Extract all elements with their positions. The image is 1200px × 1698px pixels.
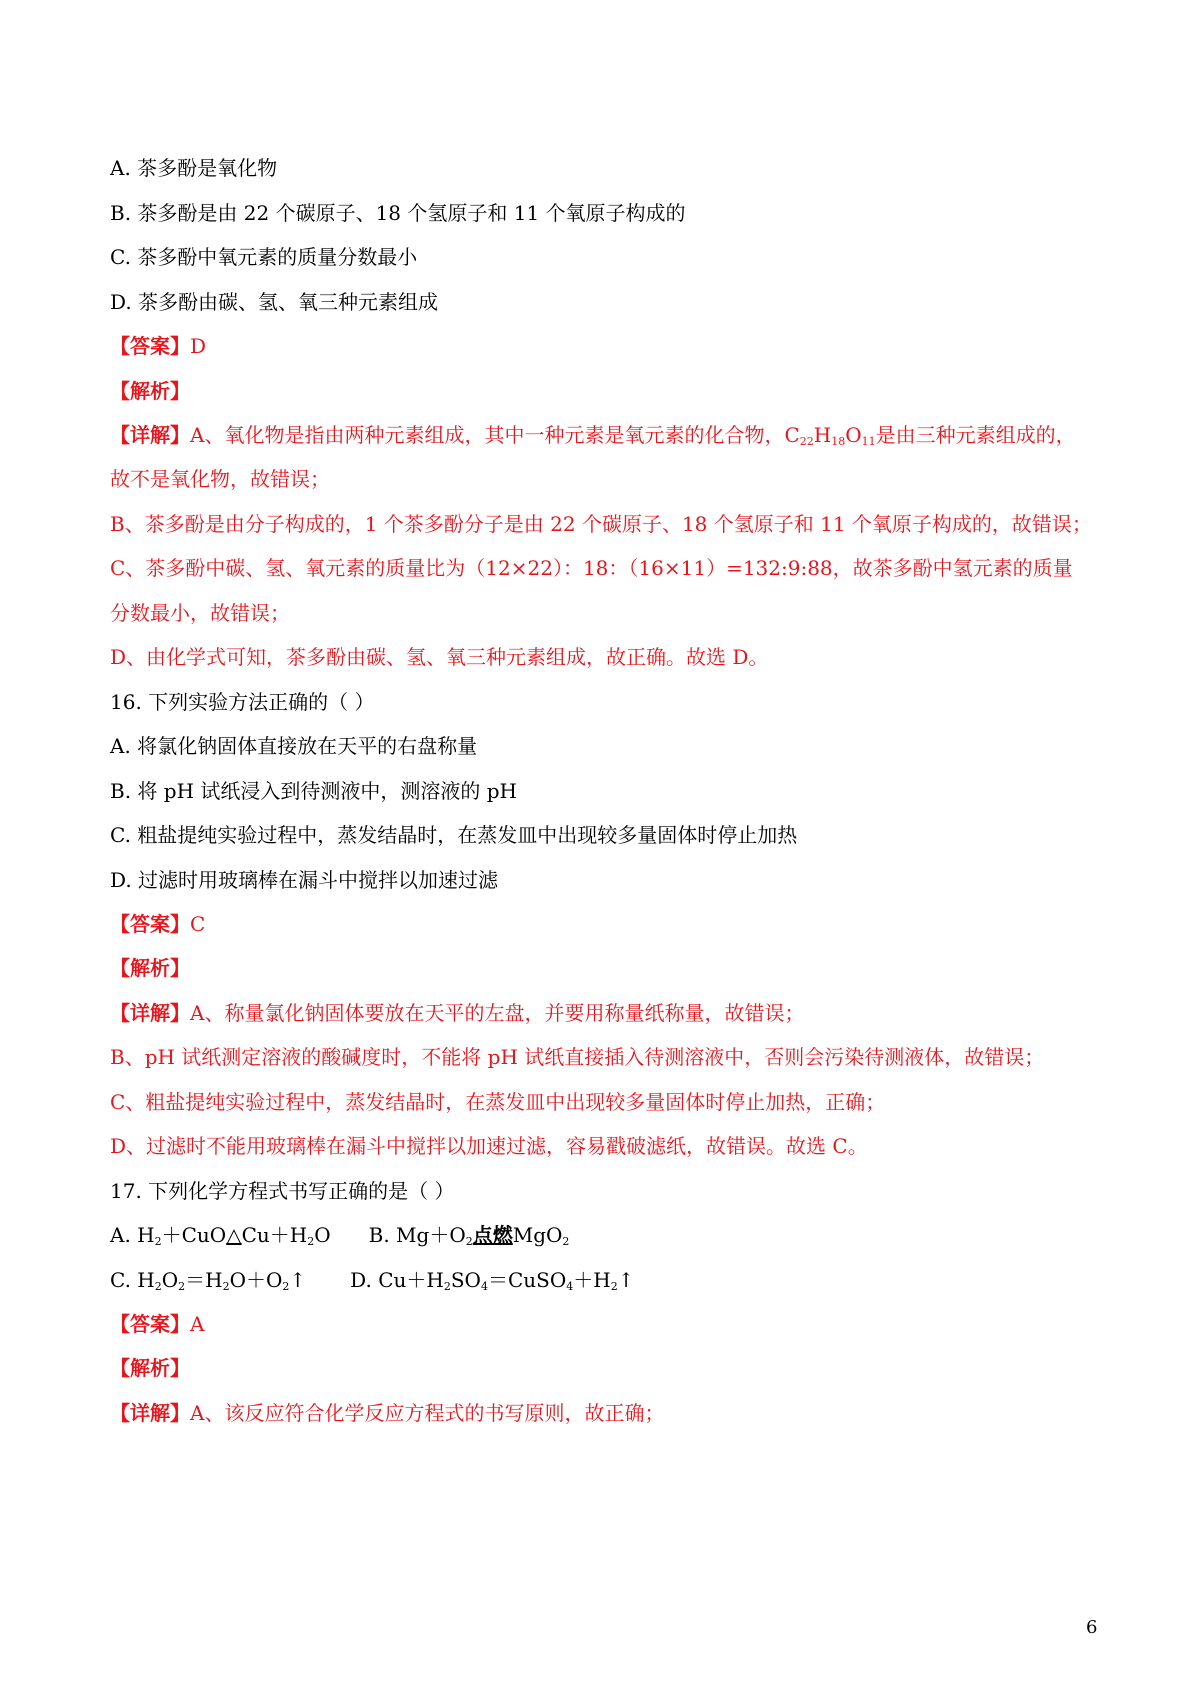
detail-tag: 【详解】 [110,1401,190,1425]
q16-option-d: D. 过滤时用玻璃棒在漏斗中搅拌以加速过滤 [110,868,499,892]
q15-option-d: D. 茶多酚由碳、氢、氧三种元素组成 [110,290,439,314]
detail-text: A、称量氯化钠固体要放在天平的左盘，并要用称量纸称量，故错误； [190,1001,805,1025]
q17-answer [110,1309,204,1339]
q16-option-a: A. 将氯化钠固体直接放在天平的右盘称量 [110,734,478,758]
q15-detail-b: B、茶多酚是由分子构成的，1 个茶多酚分子是由 22 个碳原子、18 个氢原子和 11 个氧原子构成的，故错误； [110,512,1092,536]
q17-stem: 17. 下列化学方程式书写正确的是（ ） [110,1179,455,1203]
q15-option-a: A. 茶多酚是氧化物 [110,156,278,180]
q15-detail-d: D、由化学式可知，茶多酚由碳、氢、氧三种元素组成，故正确。故选 D。 [110,645,769,669]
detail-text: A、氧化物是指由两种元素组成，其中一种元素是氧元素的化合物， [190,423,785,447]
q17-option-c: C. $H_2O_2=H_2O+O_2↑$ [110,1268,307,1293]
q16-stem: 16. 下列实验方法正确的（ ） [110,690,375,714]
q17-options-ab [110,1220,569,1250]
q15-answer [110,331,206,361]
q16-analysis-tag: 【解析】 [110,956,190,980]
detail-text: A、该反应符合化学反应方程式的书写原则，故正确； [190,1401,665,1425]
detail-text: 是由三种元素组成的， [875,423,1076,447]
q16-option-b: B. 将 pH 试纸浸入到待测液中，测溶液的 pH [110,779,517,803]
q16-detail-d: D、过滤时不能用玻璃棒在漏斗中搅拌以加速过滤，容易戳破滤纸，故错误。故选 C。 [110,1134,868,1158]
heat-condition: △ [226,1223,242,1247]
q17-option-d: D. $Cu+H_2SO_4=CuSO_4+H_2↑$ [350,1268,635,1293]
q16-detail-b: B、pH 试纸测定溶液的酸碱度时，不能将 pH 试纸直接插入待测溶液中，否则会污染待测液体，故错误； [110,1045,1045,1069]
answer-tag: 【答案】 [110,1312,190,1336]
q17-option-a: A. $H_2+CuO\triangle Cu+H_2O$ [110,1223,331,1248]
q17-analysis-tag: 【解析】 [110,1356,190,1380]
q16-detail-a [110,998,804,1028]
answer-value: C [190,912,206,936]
q16-answer [110,909,205,939]
q16-option-c: C. 粗盐提纯实验过程中，蒸发结晶时，在蒸发皿中出现较多量固体时停止加热 [110,823,798,847]
q15-detail-a [110,420,1076,450]
ignite-condition: 点燃 [472,1223,513,1247]
page-number: 6 [1086,1617,1098,1638]
q15-option-c: C. 茶多酚中氧元素的质量分数最小 [110,245,418,269]
q15-detail-c-cont: 分数最小，故错误； [110,601,290,625]
q15-detail-c: C、茶多酚中碳、氢、氧元素的质量比为（12×22）：18：（16×11）=132:9:88，故茶多酚中氢元素的质量 [110,556,1073,580]
detail-tag: 【详解】 [110,1001,190,1025]
q17-options-cd [110,1265,634,1295]
q15-option-b: B. 茶多酚是由 22 个碳原子、18 个氢原子和 11 个氧原子构成的 [110,201,686,225]
q15-detail-a-cont: 故不是氧化物，故错误； [110,467,330,491]
answer-tag: 【答案】 [110,912,190,936]
answer-tag: 【答案】 [110,334,190,358]
detail-tag: 【详解】 [110,423,190,447]
q16-detail-c: C、粗盐提纯实验过程中，蒸发结晶时，在蒸发皿中出现较多量固体时停止加热，正确； [110,1090,886,1114]
answer-value: A [190,1312,205,1336]
q17-option-b: B. $Mg+O_2$点燃MgO$_2$ [368,1223,570,1248]
answer-value: D [190,334,207,358]
q17-detail-a [110,1398,664,1428]
q15-analysis-tag: 【解析】 [110,379,190,403]
formula: $C_{22}H_{18}O_{11}$ [784,423,876,448]
